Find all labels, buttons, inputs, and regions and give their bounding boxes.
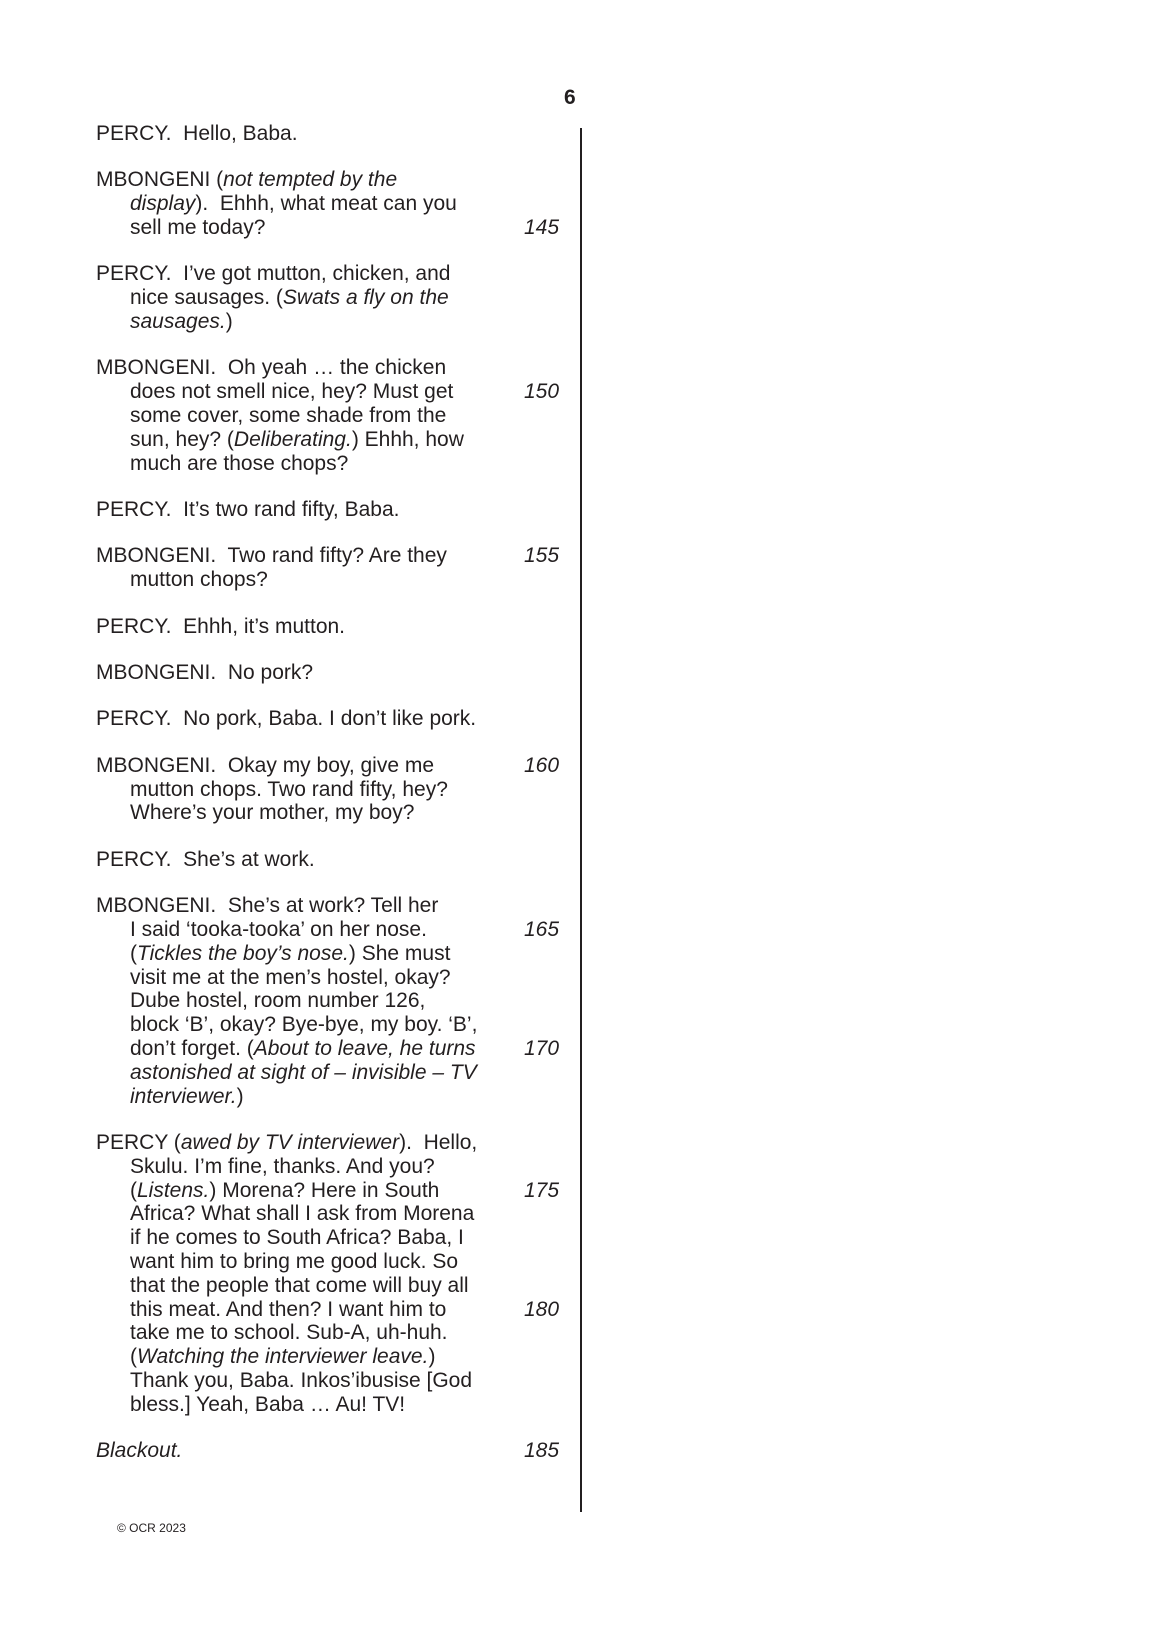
dialogue-text: bless.] Yeah, Baba … Au! TV!: [130, 1392, 406, 1416]
dialogue-text: PERCY. Hello, Baba.: [96, 122, 298, 145]
dialogue-text: ): [236, 1084, 244, 1108]
script-line: [130, 216, 265, 240]
dialogue-text: ). Ehhh, what meat can you: [195, 192, 457, 216]
script-line: [130, 1202, 474, 1226]
dialogue-text: MBONGENI. Two rand fifty? Are they: [96, 544, 447, 568]
script-line: [96, 661, 313, 685]
script-line: [96, 1439, 182, 1463]
copyright-notice: © OCR 2023: [117, 1521, 186, 1535]
dialogue-text: MBONGENI. Okay my boy, give me: [96, 753, 435, 777]
line-number: 180: [524, 1297, 560, 1321]
stage-direction: About to leave, he turns: [253, 1037, 476, 1060]
stage-direction: Watching the interviewer leave.: [137, 1345, 429, 1369]
script-line: [130, 428, 464, 452]
script-line: [96, 707, 476, 731]
script-line: [130, 1369, 472, 1393]
script-line: [130, 1037, 476, 1061]
dialogue-text: visit me at the men’s hostel, okay?: [130, 965, 451, 989]
script-line: [130, 1393, 405, 1417]
script-line: [130, 778, 448, 802]
script-line: [130, 1085, 244, 1109]
dialogue-text: this meat. And then? I want him to: [130, 1297, 447, 1321]
script-line: [96, 615, 345, 639]
dialogue-text: want him to bring me good luck. So: [130, 1250, 459, 1273]
script-line: [130, 404, 446, 428]
dialogue-text: that the people that come will buy all: [130, 1273, 469, 1297]
dialogue-text: ). Hello,: [399, 1131, 478, 1154]
script-line: [130, 1345, 435, 1369]
dialogue-text: Africa? What shall I ask from Morena: [130, 1202, 475, 1226]
dialogue-text: some cover, some shade from the: [130, 404, 447, 427]
dialogue-text: ) Morena? Here in South: [209, 1178, 440, 1202]
stage-direction: Swats a fly on the: [282, 286, 449, 310]
line-number: 160: [524, 753, 560, 777]
stage-direction: Blackout.: [96, 1439, 183, 1463]
dialogue-text: take me to school. Sub-A, uh-huh.: [130, 1321, 448, 1345]
line-number: 145: [524, 216, 560, 239]
script-line: [130, 1013, 477, 1037]
dialogue-text: ) She must: [348, 941, 451, 965]
script-line: [96, 168, 397, 192]
line-number: 165: [524, 918, 560, 941]
stage-direction: not tempted by the: [223, 168, 398, 192]
script-line: [130, 989, 425, 1013]
stage-direction: Listens.: [137, 1178, 210, 1202]
dialogue-text: MBONGENI. Oh yeah … the chicken: [96, 356, 447, 380]
dialogue-text: does not smell nice, hey? Must get: [130, 380, 454, 404]
script-line: [96, 262, 450, 286]
dialogue-text: ) Ehhh, how: [351, 427, 464, 451]
script-line: [96, 894, 438, 918]
dialogue-text: PERCY. Ehhh, it’s mutton.: [96, 614, 346, 638]
stage-direction: Deliberating.: [233, 427, 352, 451]
script-line: [96, 122, 298, 146]
dialogue-text: PERCY (: [96, 1131, 181, 1154]
script-line: [130, 1250, 458, 1274]
script-line: [130, 286, 449, 310]
dialogue-text: sun, hey? (: [130, 427, 234, 451]
script-line: [130, 380, 453, 404]
dialogue-text: (: [130, 941, 137, 965]
dialogue-text: MBONGENI. No pork?: [96, 661, 314, 684]
dialogue-text: MBONGENI. She’s at work? Tell her: [96, 894, 439, 918]
dialogue-text: nice sausages. (: [130, 286, 283, 310]
script-line: [130, 1298, 446, 1322]
page-number: 6: [564, 86, 576, 109]
dialogue-text: block ‘B’, okay? Bye-bye, my boy. ‘B’,: [130, 1013, 478, 1037]
script-line: [130, 192, 457, 216]
dialogue-text: mutton chops?: [130, 568, 268, 592]
dialogue-text: don’t forget. (: [130, 1037, 254, 1060]
dialogue-text: Skulu. I’m fine, thanks. And you?: [130, 1154, 435, 1178]
dialogue-text: (: [130, 1178, 137, 1202]
dialogue-text: mutton chops. Two rand fifty, hey?: [130, 777, 448, 801]
margin-rule: [580, 128, 582, 1512]
script-line: [96, 544, 447, 568]
stage-direction: awed by TV interviewer: [180, 1131, 400, 1154]
script-line: [130, 452, 348, 476]
dialogue-text: Where’s your mother, my boy?: [130, 801, 415, 825]
dialogue-text: ): [428, 1345, 436, 1369]
dialogue-text: PERCY. She’s at work.: [96, 847, 315, 871]
script-line: [130, 1155, 435, 1179]
stage-direction: display: [130, 192, 196, 216]
dialogue-text: (: [130, 1345, 137, 1369]
script-line: [130, 966, 451, 990]
script-line: [130, 918, 427, 942]
dialogue-text: PERCY. It’s two rand fifty, Baba.: [96, 498, 400, 521]
dialogue-text: I said ‘tooka-tooka’ on her nose.: [130, 918, 427, 941]
dialogue-text: PERCY. No pork, Baba. I don’t like pork.: [96, 707, 477, 731]
stage-direction: astonished at sight of – invisible – TV: [130, 1060, 477, 1084]
line-number: 150: [524, 380, 560, 404]
dialogue-text: sell me today?: [130, 216, 266, 239]
dialogue-text: much are those chops?: [130, 451, 349, 475]
dialogue-text: Dube hostel, room number 126,: [130, 989, 426, 1013]
line-number: 175: [524, 1178, 560, 1202]
script-line: [96, 356, 446, 380]
script-line: [130, 801, 414, 825]
dialogue-text: Thank you, Baba. Inkos’ibusise [God: [130, 1369, 473, 1392]
script-line: [96, 754, 434, 778]
script-line: [130, 1226, 464, 1250]
line-number: 170: [524, 1037, 560, 1060]
line-number: 155: [524, 544, 560, 568]
stage-direction: Tickles the boy’s nose.: [137, 941, 349, 965]
script-line: [96, 1131, 477, 1155]
script-line: [130, 310, 233, 334]
dialogue-text: MBONGENI (: [96, 168, 224, 192]
script-line: [96, 848, 315, 872]
stage-direction: sausages.: [130, 310, 226, 333]
script-line: [130, 942, 450, 966]
stage-direction: interviewer.: [130, 1084, 237, 1108]
script-line: [130, 568, 268, 592]
dialogue-text: ): [225, 310, 233, 333]
script-line: [130, 1179, 439, 1203]
script-line: [96, 498, 399, 522]
script-line: [130, 1274, 469, 1298]
script-line: [130, 1321, 448, 1345]
script-line: [130, 1061, 477, 1085]
dialogue-text: PERCY. I’ve got mutton, chicken, and: [96, 262, 451, 286]
line-number: 185: [524, 1439, 560, 1463]
dialogue-text: if he comes to South Africa? Baba, I: [130, 1226, 464, 1250]
